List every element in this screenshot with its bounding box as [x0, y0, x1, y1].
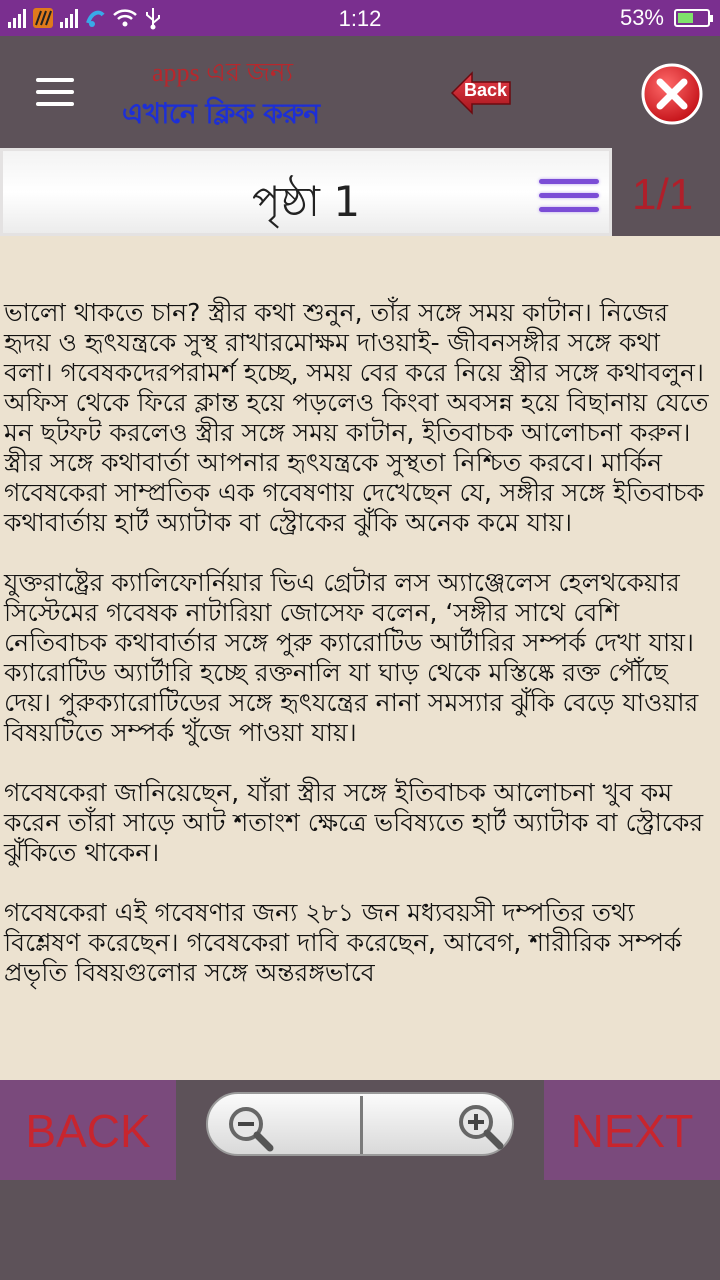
- promo-line-2: এখানে ক্লিক করুন: [122, 97, 320, 130]
- page-count: 1/1: [632, 170, 694, 219]
- paragraph-2: যুক্তরাষ্ট্রের ক্যালিফোর্নিয়ার ভিএ গ্রেটার লস অ্যাঞ্জেলেস হেলথকেয়ার সিস্টেমের গবেষক নাটারিয়া জোসেফ বলেন, ‘সঙ্গীর সাথে বেশি নেতিবাচক কথাবার্তার সঙ্গে পুরু ক্যারোটিড আর্টারির সম্পর্ক দেখা যায়। ক্যারোটিড অ্যার্টারি হচ্ছে রক্তনালি যা ঘাড় থেকে মস্তিষ্কে রক্ত পৌঁছে দেয়। পুরুক্যারোটিডের সঙ্গে হৃৎযন্ত্রের নানা সমস্যার ঝুঁকি বেড়ে যাওয়ার বিষয়টিতে সম্পর্ক খুঁজে পাওয়া যায়।: [4, 568, 699, 747]
- battery-icon: [674, 9, 710, 27]
- page-title: পৃষ্ঠা 1: [251, 177, 361, 226]
- page-count-box: [612, 148, 720, 244]
- status-bar: [0, 0, 720, 36]
- zoom-in-button[interactable]: [454, 1102, 508, 1152]
- paragraph-3: গবেষকেরা জানিয়েছেন, যাঁরা স্ত্রীর সঙ্গে ইতিবাচক আলোচনা খুব কম করেন তাঁরা সাড়ে আট শতাংশ ক্ষেত্রে ভবিষ্যতে হার্ট অ্যাটাক বা স্ট্রোকের ঝুঁকিতে থাকেন।: [4, 778, 704, 867]
- promo-line-1: apps এর জন্য: [152, 58, 294, 87]
- page-header: [0, 148, 612, 236]
- paragraph-4: গবেষকেরা এই গবেষণার জন্য ২৮১ জন মধ্যবয়সী দম্পতির তথ্য বিশ্লেষণ করেছেন। গবেষকেরা দাবি করেছেন, আবেগ, শারীরিক সম্পর্ক প্রভৃতি বিষয়গুলোর সঙ্গে অন্তরঙ্গভাবে: [4, 898, 682, 987]
- zoom-out-icon: [226, 1104, 286, 1152]
- status-icons-right: [620, 4, 710, 32]
- battery-fill: [678, 13, 693, 23]
- paragraph-1: ভালো থাকতে চান? স্ত্রীর কথা শুনুন, তাঁর সঙ্গে সময় কাটান। নিজের হৃদয় ও হৃৎযন্ত্রকে সুস্থ রাখারমোক্ষম দাওয়াই- জীবনসঙ্গীর সঙ্গে কথা বলা। গবেষকদেরপরামর্শ হচ্ছে, সময় বের করে নিয়ে স্ত্রীর সঙ্গে কথাবলুন। অফিস থেকে ফিরে ক্লান্ত হয়ে পড়লেও কিংবা অবসন্ন হয়ে বিছানায় যেতে মন ছটফট করলেও স্ত্রীর সঙ্গে সময় কাটান, ইতিবাচক আলোচনা করুন। স্ত্রীর সঙ্গে কথাবার্তা আপনার হৃৎযন্ত্রকে সুস্থতা নিশ্চিত করবে। মার্কিন গবেষকেরা সাম্প্রতিক এক গবেষণায় দেখেছেন যে, সঙ্গীর সঙ্গে ইতিবাচক কথাবার্তায় হার্ট অ্যাটাক বা স্ট্রোকের ঝুঁকি অনেক কমে যায়।: [4, 298, 709, 537]
- bottom-bar: [0, 1080, 720, 1180]
- zoom-divider: [360, 1096, 363, 1154]
- article-content[interactable]: [0, 236, 720, 1080]
- hamburger-menu-icon[interactable]: [36, 78, 76, 108]
- apps-promo-link[interactable]: [122, 52, 332, 132]
- close-button[interactable]: [640, 62, 704, 126]
- status-time: 1:12: [338, 6, 382, 31]
- back-arrow-button[interactable]: [450, 70, 512, 114]
- zoom-out-button[interactable]: [226, 1104, 286, 1152]
- close-icon: [640, 62, 704, 126]
- back-arrow-label: Back: [464, 80, 508, 100]
- zoom-in-icon: [454, 1102, 508, 1152]
- back-button-label: BACK: [25, 1105, 151, 1157]
- battery-percent: 53%: [619, 5, 664, 30]
- back-button[interactable]: [0, 1080, 176, 1180]
- next-button-label: NEXT: [570, 1105, 694, 1157]
- next-button[interactable]: [544, 1080, 720, 1180]
- article-text: [4, 298, 716, 1018]
- zoom-control: [206, 1092, 514, 1156]
- top-bar: [0, 36, 720, 148]
- page-menu-icon[interactable]: [539, 179, 599, 215]
